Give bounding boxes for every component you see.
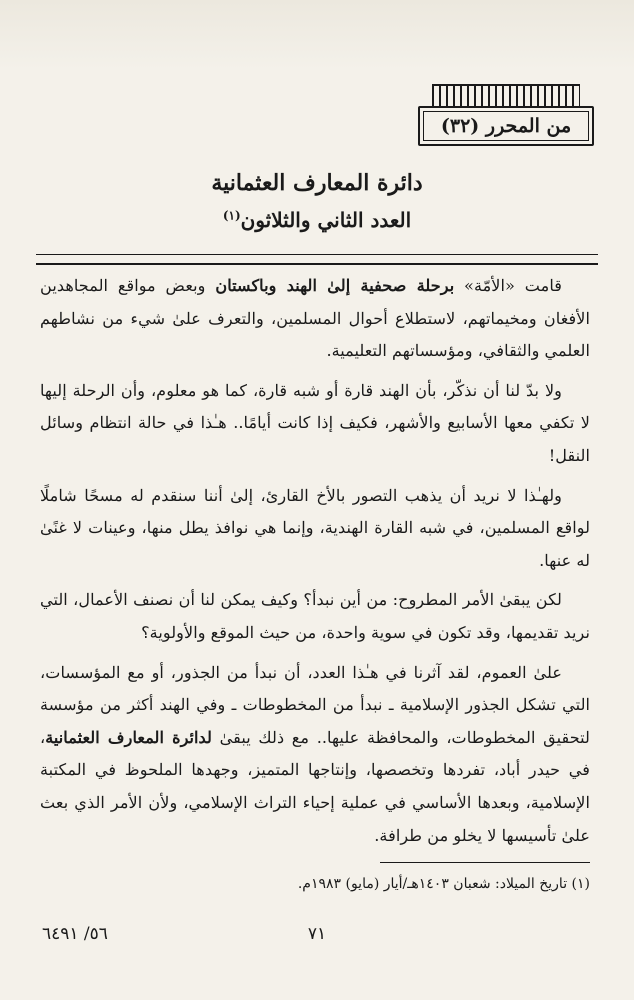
footnote: (١) تاريخ الميلاد: شعبان ١٤٠٣هـ/أيار (مايو) ١٩٨٣م. [297, 876, 590, 892]
paragraph-4: لكن يبقىٰ الأمر المطروح: من أين نبدأ؟ وكيف يمكن لنا أن نصنف الأعمال، التي نريد تقديمها، وقد تكون في سوية واحدة، من حيث الموقع والأولوية؟ [40, 590, 590, 642]
sub-title-text: العدد الثاني والثلاثون [240, 208, 412, 232]
paragraph-5: علىٰ العموم، لقد آثرنا في هـٰذا العدد، أن نبدأ من الجذور، أو مع المؤسسات، التي تشكل الجذور الإسلامية ـ نبدأ من المخطوطات ـ وفي الهند أكثر من مؤسسة لتحقيق المخطوطات، والمحافظة عليها.. مع ذلك يبقىٰ لدائرة المعارف العثمانية، في حيدر أباد، تفردها وتخصصها، وإنتاجها المتميز، وجهدها الملحوظ في المكتبة الإسلامية، وبعدها الأساسي في عملية إحياء التراث الإسلامي، ولأن الأمر الذي بعث علىٰ تأسيسها لا يخلو من طرافة. [40, 662, 590, 845]
section-header-box [418, 84, 594, 146]
bold-phrase: برحلة صحفية إلىٰ الهند وباكستان [215, 276, 455, 295]
sub-title [0, 208, 634, 232]
section-label: من المحرر (٣٢) [418, 106, 594, 146]
paragraph-1: قامت «الأمّة» برحلة صحفية إلىٰ الهند وباكستان وبعض مواقع المجاهدين الأفغان ومخيماتهم، لاستطلاع أحوال المسلمين، والتعرف علىٰ شيء من نشاطهم العلمي والثقافي، ومؤسساتهم التعليمية. [40, 276, 590, 361]
page-number: ٧١ [307, 924, 327, 944]
title-block [0, 170, 634, 232]
footnote-ref: (١) [222, 208, 241, 223]
main-title: دائرة المعارف العثمانية [211, 170, 423, 196]
bold-phrase: لدائرة المعارف العثمانية [45, 727, 212, 747]
paragraph-3: ولهـٰذا لا نريد أن يذهب التصور بالأخ القارئ، إلىٰ أننا سنقدم له مسحًا شاملًا لواقع المسلمين، في شبه القارة الهندية، وإنما هي نوافذ يطل منها، وعينات لا غنًىٰ له عنها. [40, 485, 590, 570]
paragraph-2: ولا بدّ لنا أن نذكّر، بأن الهند قارة أو شبه قارة، كما هو معلوم، وأن الرحلة إليها لا تكفي معها الأسابيع والأشهر، فكيف إذا كانت أيامًا.. هـٰذا في حالة انتظام وسائل النقل! [40, 380, 590, 465]
double-rule-divider [36, 254, 598, 265]
issue-code: ٥٦/ ٦٤٩١ [42, 924, 108, 944]
article-body [40, 270, 590, 859]
page-bleed-through [0, 0, 634, 70]
footnote-rule [380, 862, 590, 863]
